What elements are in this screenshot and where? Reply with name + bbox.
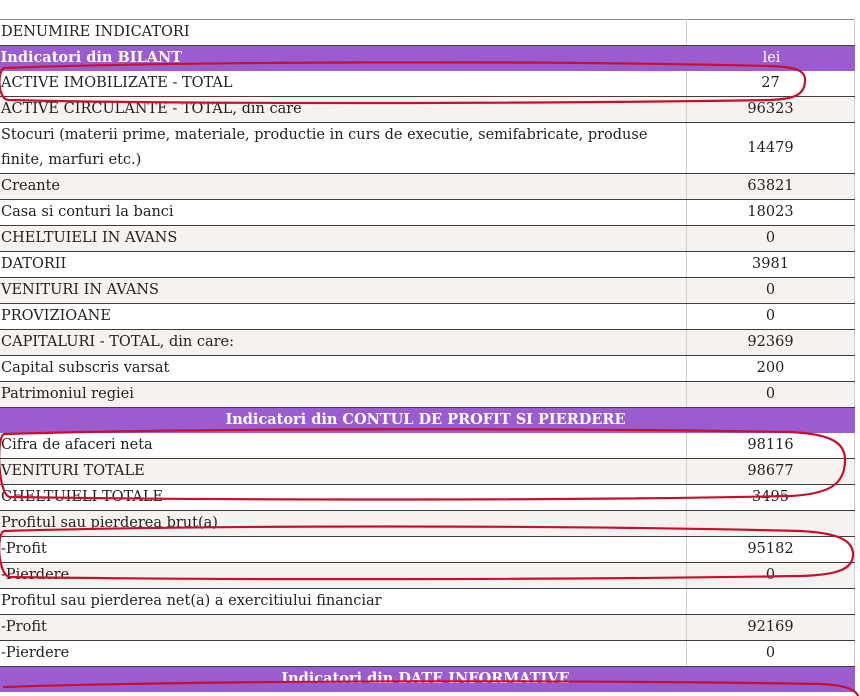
table-row	[0, 356, 855, 382]
row-value: 14479	[687, 123, 855, 174]
table-row	[0, 174, 855, 200]
row-value: 27	[687, 71, 855, 97]
row-value: 0	[687, 278, 855, 304]
row-value: 63821	[687, 174, 855, 200]
column-header-label: DENUMIRE INDICATORI	[0, 20, 687, 46]
row-value: 0	[687, 226, 855, 252]
table-row	[0, 200, 855, 226]
row-label: -Pierdere	[0, 641, 687, 667]
table-row	[0, 537, 855, 563]
table-row	[0, 252, 855, 278]
row-label: Profitul sau pierderea net(a) a exercitiului financiar	[0, 589, 687, 615]
row-label: ACTIVE IMOBILIZATE - TOTAL	[0, 71, 687, 97]
column-header-row	[0, 20, 855, 46]
row-value: 92369	[687, 330, 855, 356]
row-value: 95182	[687, 537, 855, 563]
table-row	[0, 511, 855, 537]
row-label: DATORII	[0, 252, 687, 278]
row-label: Stocuri (materii prime, materiale, productie in curs de executie, semifabricate, produse finite, marfuri etc.)	[0, 123, 687, 174]
table-row	[0, 304, 855, 330]
table-row	[0, 226, 855, 252]
section-header-bilant	[0, 46, 855, 71]
row-label: -Profit	[0, 537, 687, 563]
table-row	[0, 615, 855, 641]
row-value: 0	[687, 304, 855, 330]
row-value: 92169	[687, 615, 855, 641]
table-row	[0, 459, 855, 485]
row-label: Casa si conturi la banci	[0, 200, 687, 226]
section-header-informative-label: Indicatori din DATE INFORMATIVE	[0, 667, 855, 692]
section-header-bilant-label: Indicatori din BILANT	[0, 46, 687, 71]
row-label: -Profit	[0, 615, 687, 641]
row-value: 200	[687, 356, 855, 382]
row-label: VENITURI IN AVANS	[0, 278, 687, 304]
row-label: -Pierdere	[0, 563, 687, 589]
table-row	[0, 97, 855, 123]
table-row	[0, 382, 855, 408]
row-label: Cifra de afaceri neta	[0, 433, 687, 459]
section-header-bilant-unit: lei	[687, 46, 855, 71]
row-label: Capital subscris varsat	[0, 356, 687, 382]
row-label: PROVIZIOANE	[0, 304, 687, 330]
table-row	[0, 71, 855, 97]
column-header-value	[687, 20, 855, 46]
section-header-profit	[0, 408, 855, 433]
row-label: VENITURI TOTALE	[0, 459, 687, 485]
row-value: 98116	[687, 433, 855, 459]
row-value: 0	[687, 382, 855, 408]
row-value: 98677	[687, 459, 855, 485]
row-label: CAPITALURI - TOTAL, din care:	[0, 330, 687, 356]
table-row	[0, 278, 855, 304]
row-value: 3495	[687, 485, 855, 511]
row-label: Creante	[0, 174, 687, 200]
row-value: 0	[687, 563, 855, 589]
row-label: CHELTUIELI IN AVANS	[0, 226, 687, 252]
table-row	[0, 641, 855, 667]
row-label: Patrimoniul regiei	[0, 382, 687, 408]
table-row	[0, 433, 855, 459]
table-row	[0, 123, 855, 174]
row-label: ACTIVE CIRCULANTE - TOTAL, din care	[0, 97, 687, 123]
indicators-table-container	[0, 19, 854, 692]
section-header-informative	[0, 667, 855, 692]
indicators-table	[0, 19, 855, 692]
table-row	[0, 563, 855, 589]
row-value	[687, 589, 855, 615]
row-value: 96323	[687, 97, 855, 123]
row-value	[687, 511, 855, 537]
row-value: 0	[687, 641, 855, 667]
row-label: CHELTUIELI TOTALE	[0, 485, 687, 511]
table-row	[0, 589, 855, 615]
table-row	[0, 330, 855, 356]
row-value: 3981	[687, 252, 855, 278]
row-value: 18023	[687, 200, 855, 226]
section-header-profit-label: Indicatori din CONTUL DE PROFIT SI PIERDERE	[0, 408, 855, 433]
table-row	[0, 485, 855, 511]
row-label: Profitul sau pierderea brut(a)	[0, 511, 687, 537]
